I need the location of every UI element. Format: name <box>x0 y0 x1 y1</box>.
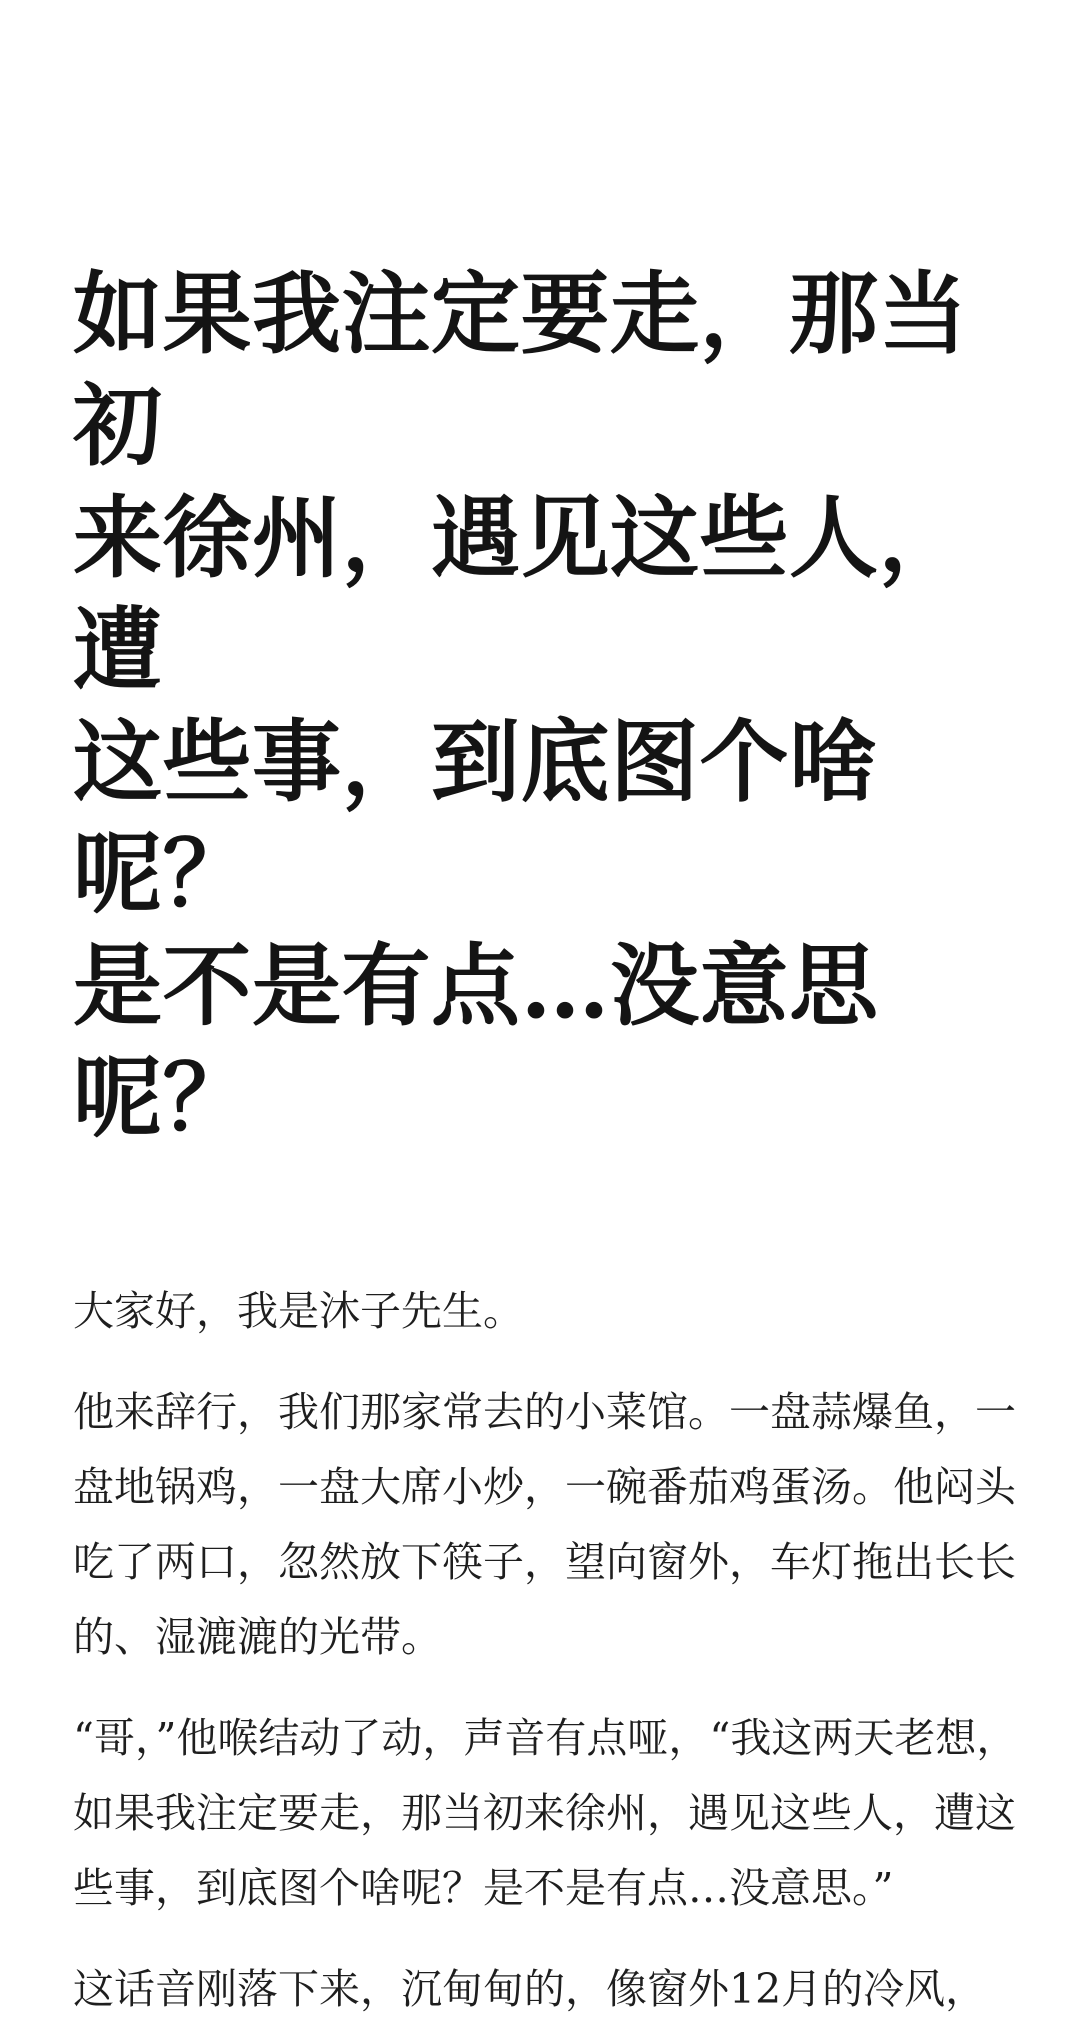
paragraph-dialogue: “哥，”他喉结动了动，声音有点哑，“我这两天老想，如果我注定要走，那当初来徐州，遇见这些人，遭这些事，到底图个啥呢？是不是有点…没意思。” <box>73 1714 1018 1912</box>
article-body <box>73 1274 1024 2027</box>
paragraph-reaction: 这话音刚落下来，沉甸甸的，像窗外12月的冷风， <box>73 1965 987 2013</box>
paragraph-greeting: 大家好，我是沐子先生。 <box>73 1287 524 1335</box>
article-title: 如果我注定要走，那当初 来徐州，遇见这些人，遭 这些事，到底图个啥呢？ 是不是有点…没意思呢？ <box>73 261 968 1150</box>
paragraph-restaurant: 他来辞行，我们那家常去的小菜馆。一盘蒜爆鱼，一盘地锅鸡，一盘大席小炒，一碗番茄鸡蛋汤。他闷头吃了两口，忽然放下筷子，望向窗外，车灯拖出长长的、湿漉漉的光带。 <box>73 1388 1016 1661</box>
